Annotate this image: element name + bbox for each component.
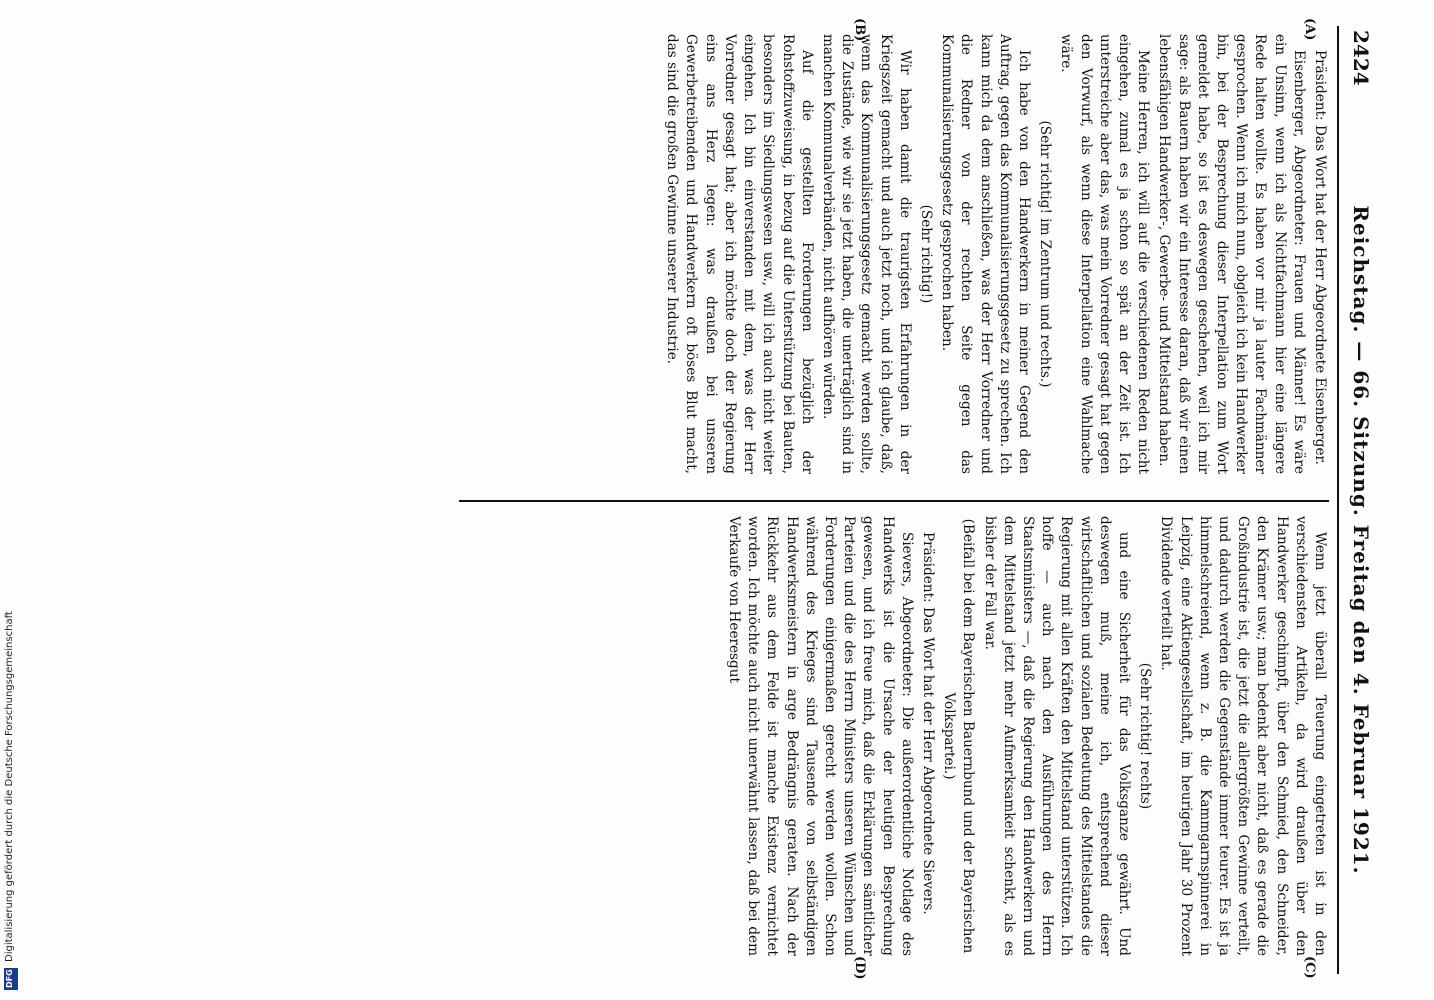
paragraph: Präsident: Das Wort hat der Herr Abgeordnete Sievers.: [919, 532, 936, 915]
dfg-logo: DFG: [4, 968, 18, 990]
page-header: [1341, 30, 1381, 970]
margin-mark-b: (B): [852, 18, 867, 42]
paragraph: Sievers, Abgeordneter: Die außerordentliche Notlage des Handwerks ist die Ursache der heutigen Besprechung gewesen, und ich freue mich, daß die Erklärungen sämtlicher Parteien und die des Herrn Ministers unseren Wünschen und Forderungen einigermaßen gerecht werden wollen. Schon während des Krieges sind Tausende von selbständigen Handwerksmeistern in arge Bedrängnis geraten. Nach der Rückkehr aus dem Felde ist manche Existenz vernichtet worden. Ich möchte auch nicht unerwähnt lassen, daß bei dem Verkaufe von Heeresgut: [725, 516, 915, 956]
paragraph: (Sehr richtig!): [917, 204, 934, 304]
margin-mark-a: (A): [1302, 18, 1317, 41]
paragraph: Auf die gestellten Forderungen bezüglich der Rohstoffzuweisung, in bezug auf die Unterstützung bei Bauten, besonders im Siedlungswesen usw., will ich auch nicht weiter eingehen. Ich bin einverstanden mit dem, was der Herr Vorredner gesagt hat; aber ich möchte doch der Regierung eins ans Herz legen: was draußen bei unseren Gewerbetreibenden und Handwerkern oft böses Blut macht, das sind die großen Gewinne unserer Industrie.: [664, 34, 815, 474]
paragraph: (Sehr richtig! im Zentrum und rechts.): [1037, 120, 1054, 388]
paragraph: und eine Sicherheit für das Volksganze gewährt. Und deswegen muß, meine ich, entsprechend dieser wirtschaftlichen und sozialen Bedeutung des Mittelstandes die Regierung mit allen Kräften den Mittelstand unterstützen. Ich hoffe — auch nach den Ausführungen des Herrn Staatsministers —, daß die Regierung den Handwerkern und dem Mittelstand jetzt mehr Aufmerksamkeit schenkt, als es bisher der Fall war.: [981, 516, 1132, 956]
page-title: Reichstag. — 66. Sitzung. Freitag den 4. Februar 1921.: [1349, 205, 1373, 875]
text-column-right: [459, 516, 1329, 956]
paragraph: Wir haben damit die traurigsten Erfahrungen in der Kriegszeit gemacht und auch jetzt noch, und ich glaube, daß, wenn das Kommunalisierungsgesetz gemacht werden sollte, die Zustände, wie wir sie jetzt haben, die unerträglich sind in manchen Kommunalverbänden, nicht aufhören würden.: [819, 34, 913, 474]
funding-note: [4, 14, 20, 994]
paragraph: Eisenberger, Abgeordneter: Frauen und Männer! Es wäre ein Unsinn, wenn ich als Nichtfachmann hier eine längere Rede halten wollte. Es haben vor mir ja lauter Fachmänner gesprochen. Wenn ich mich nun, obgleich ich kein Handwerker bin, bei der Besprechung dieser Interpellation zum Wort gemeldet habe, so ist es deswegen geschehen, weil ich mir sage: als Bauern haben wir ein Interesse daran, daß wir einen lebensfähigen Handwerker-, Gewerbe- und Mittelstand haben.: [1156, 34, 1307, 474]
paragraph: Präsident: Das Wort hat der Herr Abgeordnete Eisenberger.: [1312, 50, 1328, 465]
paragraph: (Beifall bei dem Bayerischen Bauernbund und der Bayerischen Volkspartei.): [941, 518, 977, 954]
column-divider: [459, 500, 1329, 502]
text-column-left: [459, 34, 1329, 474]
paragraph: Ich habe von den Handwerkern in meiner Gegend den Auftrag, gegen das Kommunalisierungsgesetz zu sprechen. Ich kann mich da dem anschließen, was der Herr Vorredner und die Redner von der rechten Seite gegen das Kommunalisierungsgesetz gesprochen haben.: [939, 34, 1032, 474]
header-rule: [1337, 26, 1339, 974]
paragraph: Meine Herren, ich will auf die verschiedenen Reden nicht eingehen, zumal es ja schon so spät an der Zeit ist. Ich unterstreiche aber das, was mein Vorredner gesagt hat gegen den Vorwurf, als wenn diese Interpellation eine Wahlmache wäre.: [1058, 34, 1152, 474]
funding-note-text: Digitalisierung gefördert durch die Deutsche Forschungsgemeinschaft: [4, 611, 15, 962]
page-number: 2424: [1349, 30, 1373, 86]
paragraph: (Sehr richtig! rechts): [1137, 662, 1154, 810]
margin-mark-c: (C): [1302, 956, 1317, 979]
margin-mark-d: (D): [852, 956, 867, 980]
rotated-page-content: [47, 20, 1387, 980]
paragraph: Wenn jetzt überall Teuerung eingetreten ist in den verschiedensten Artikeln, da wird draußen über den Handwerker geschimpft, über den Schmied, den Schneider, den Krämer usw.; man bedenkt aber nicht, daß es gerade die Großindustrie ist, die jetzt die allergrößten Gewinne verteilt, und dadurch werden die Gegenstände immer teurer. Es ist ja himmelschreiend, wenn z. B. die Kammgarnspinnerei in Leipzig, eine Aktiengesellschaft, im heurigen Jahr 30 Prozent Dividende verteilt hat.: [1158, 516, 1328, 956]
